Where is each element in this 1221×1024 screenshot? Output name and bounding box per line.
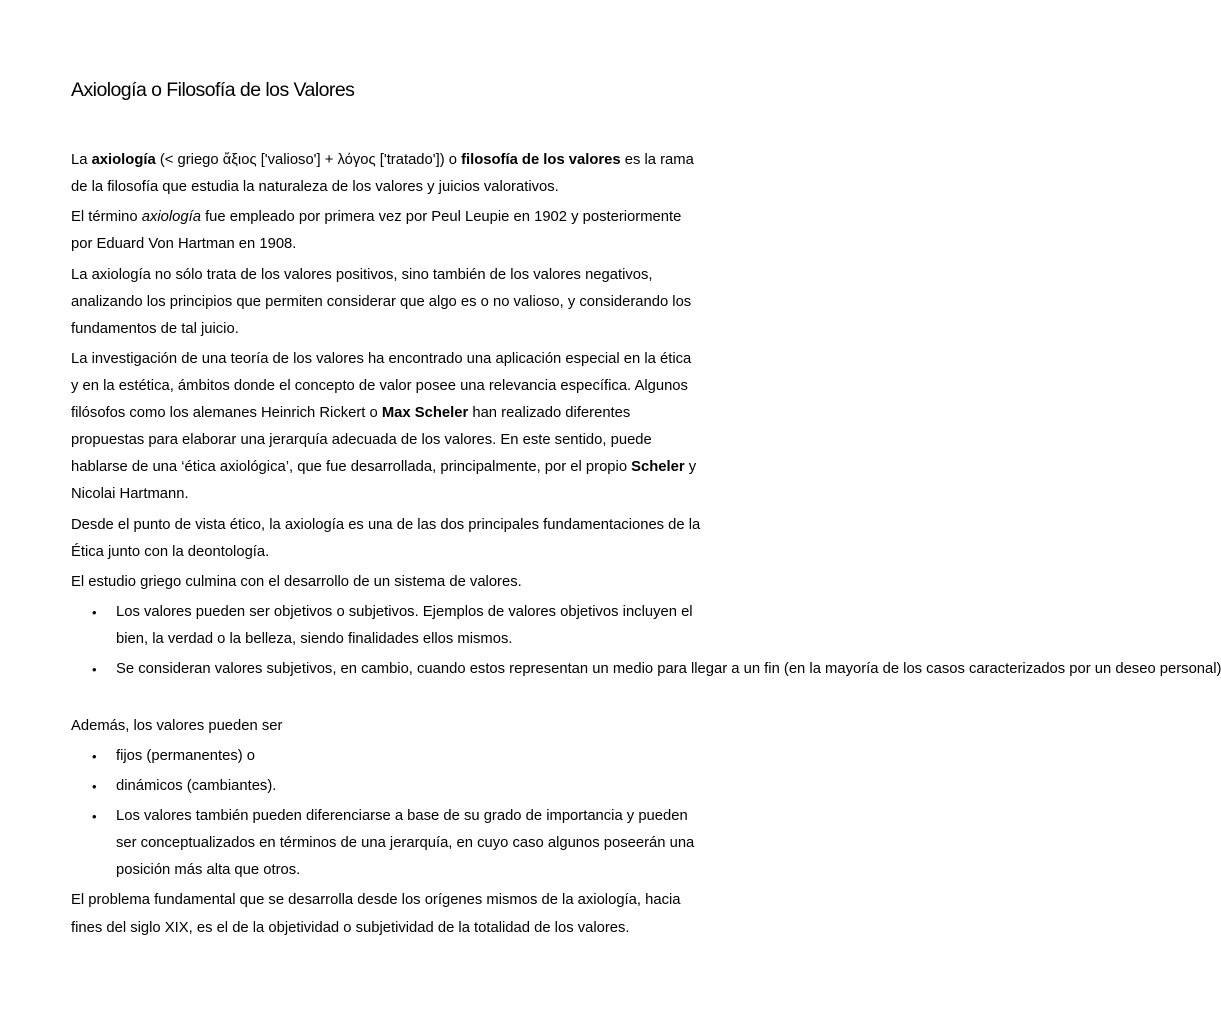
paragraph-fundamental-problem: El problema fundamental que se desarrolla desde los orígenes mismos de la axiología, hacia fines del siglo XIX, es el de la objetividad o subjetividad de la totalidad de los valores. [71, 892, 681, 936]
bullet-list-objective-subjective [71, 599, 1221, 683]
paragraph-values-can-be: Además, los valores pueden ser [71, 717, 283, 734]
italic-term-axiologia: axiología [141, 209, 201, 226]
list-item-text: Los valores pueden ser objetivos o subjetivos. Ejemplos de valores objetivos incluyen el bien, la verdad o la belleza, siendo finalidades ellos mismos. [116, 604, 693, 648]
text-run: y Nicolai Hartmann. [71, 459, 697, 503]
text-run: (< griego ἄξιος ['valioso'] + λόγος ['tratado']) o [155, 152, 462, 168]
list-item [71, 743, 701, 770]
text-run: han realizado diferentes propuestas para elaborar una jerarquía adecuada de los valores. En este sentido, puede hablarse de una ‘ética axiológica’, que fue desarrollada, principalmente, por el propio [71, 405, 652, 476]
document-title: Axiología o Filosofía de los Valores [71, 79, 355, 101]
paragraph-definition [71, 147, 701, 201]
text-run: El término [71, 209, 142, 226]
bold-term-filosofia-valores: filosofía de los valores [461, 152, 621, 168]
bullet-icon: • [92, 809, 97, 825]
bullet-icon: • [92, 662, 97, 678]
bullet-list-value-types [71, 743, 701, 885]
list-item [71, 599, 701, 653]
list-item [71, 773, 701, 800]
bullet-icon: • [92, 748, 97, 764]
paragraph-greek-study: El estudio griego culmina con el desarrollo de un sistema de valores. [71, 573, 522, 590]
bold-name-scheler: Scheler [631, 459, 685, 476]
blank-line [71, 687, 701, 713]
list-item [71, 656, 1221, 683]
paragraph-investigation [71, 346, 701, 509]
paragraph-term-origin [71, 204, 701, 258]
paragraph-ethics: Desde el punto de vista ético, la axiología es una de las dos principales fundamentaciones de la Ética junto con la deontología. [71, 516, 701, 560]
bullet-icon: • [92, 605, 97, 621]
list-item [71, 803, 701, 884]
bullet-icon: • [92, 778, 97, 794]
bold-term-axiologia: axiología [91, 152, 156, 168]
list-item-text: dinámicos (cambiantes). [116, 777, 277, 794]
bold-name-max-scheler: Max Scheler [381, 405, 469, 422]
text-run: La [71, 152, 92, 168]
document-body [71, 147, 1221, 945]
list-item-text: fijos (permanentes) o [116, 747, 255, 764]
list-item-text: Los valores también pueden diferenciarse a base de su grado de importancia y pueden ser conceptualizados en términos de una jerarquía, en cuyo caso algunos poseerán una posición más alta que otros. [116, 808, 695, 879]
text-run: fue empleado por primera vez por Peul Leupie en 1902 y posteriormente por Eduard Von Hartman en 1908. [71, 209, 682, 253]
list-item-text: Se consideran valores subjetivos, en cambio, cuando estos representan un medio para llegar a un fin (en la mayoría de los casos caracterizados por un deseo personal) [116, 661, 1221, 678]
text-run: La investigación de una teoría de los valores ha encontrado una aplicación especial en la ética y en la estética, ámbitos donde el concepto de valor posee una relevancia específica. Algunos filósofos como los alemanes Heinrich Rickert o [71, 350, 692, 422]
text-run: es la rama de la filosofía que estudia la naturaleza de los valores y juicios valorativos. [71, 152, 694, 196]
paragraph-positive-negative: La axiología no sólo trata de los valores positivos, sino también de los valores negativos, analizando los principios que permiten considerar que algo es o no valioso, y considerando los fundamentos de tal juicio. [71, 266, 692, 337]
